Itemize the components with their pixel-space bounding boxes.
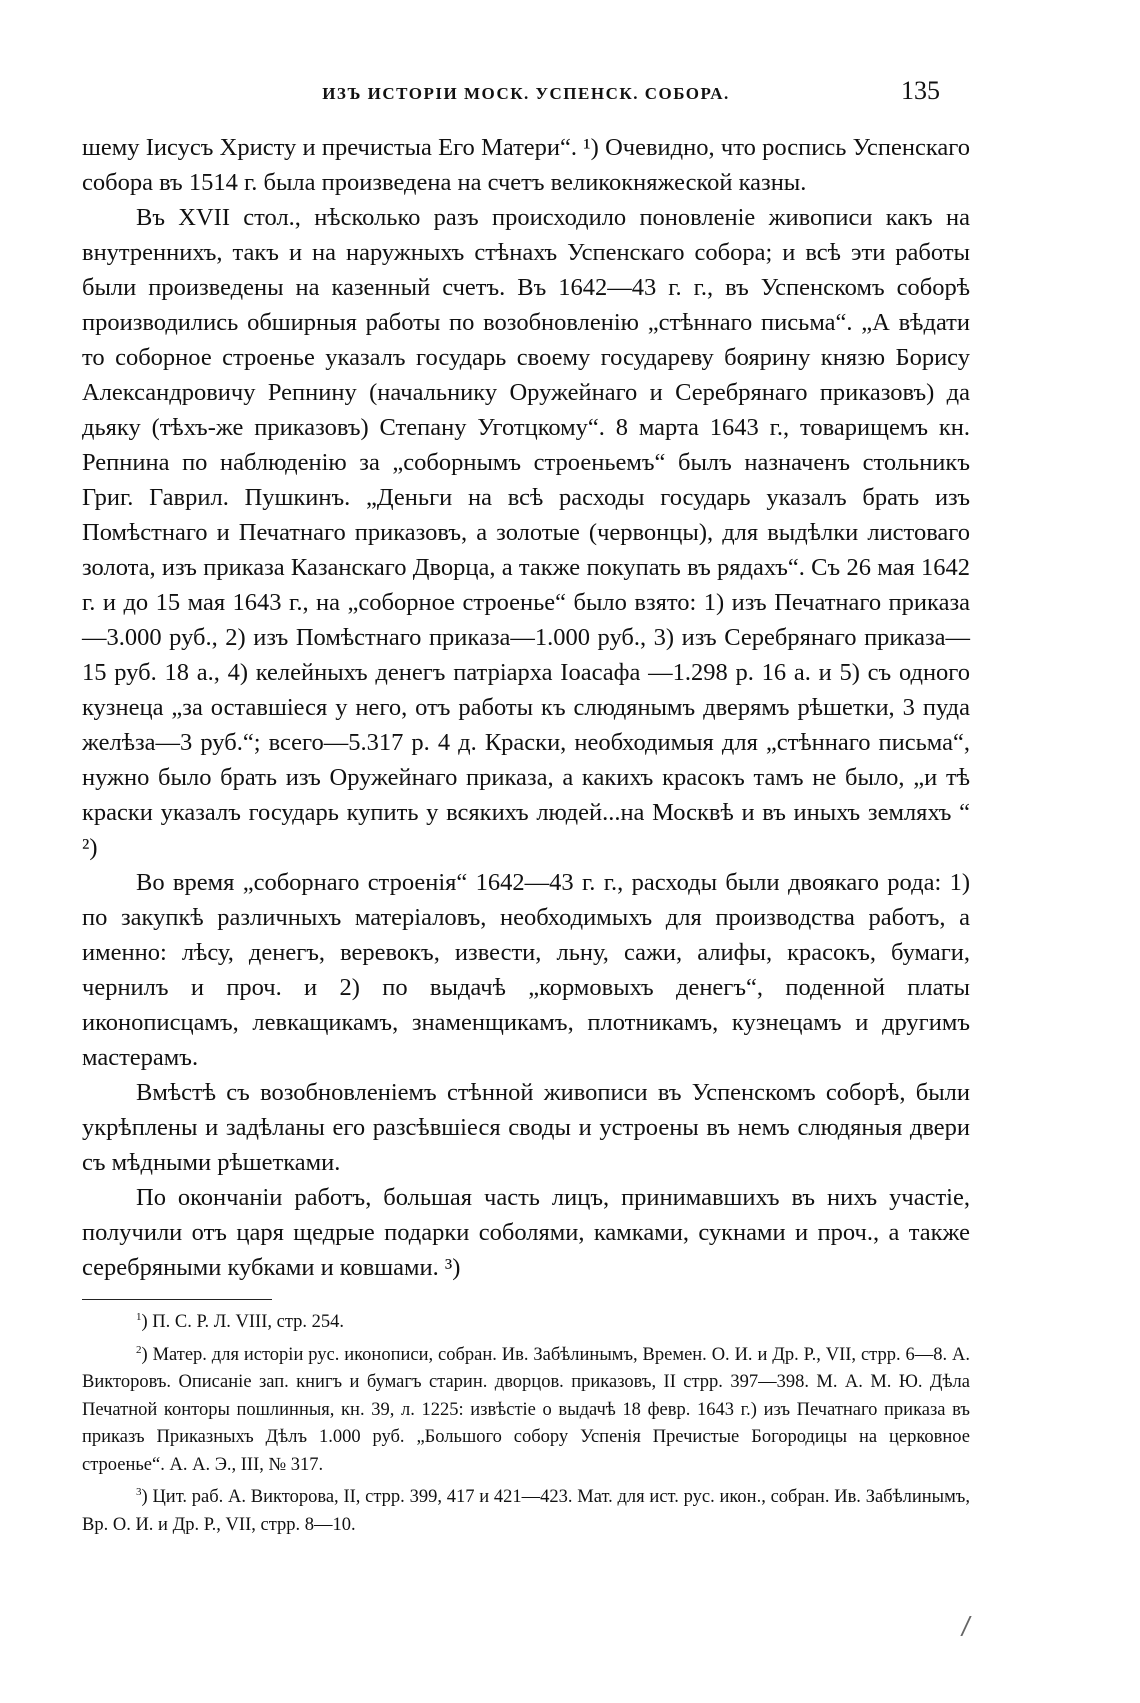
footnote-marker: 3 xyxy=(136,1486,142,1499)
footnote-text: Матер. для исторіи рус. иконописи, собран. Ив. Забѣлинымъ, Времен. О. И. и Др. Р., VII, стрр. 6—8. А. Викторовъ. Описаніе зап. книгъ и бумагъ старин. дворцов. приказовъ, II стрр. 397—398. М. А. М. Ю. Дѣла Печатной конторы пошлинныя, кн. 39, л. 1225: извѣстіе о выдачѣ 18 февр. 1643 г.) изъ Печатнаго приказа въ приказъ Приказныхъ Дѣлъ 1.000 руб. „Большого собору Успенія Пречистые Богородицы на церковное строенье“. А. А. Э., III, № 317. xyxy=(82,1344,970,1475)
footnote-text: Цит. раб. А. Викторова, II, стрр. 399, 417 и 421—423. Мат. для ист. рус. икон., собран. Ив. Забѣлинымъ, Вр. О. И. и Др. Р., VII, стрр. 8—10. xyxy=(82,1487,970,1535)
footnote: $^1$) П. С. Р. Л. VIII, стр. 254. xyxy=(136,1311,345,1333)
footnote-marker: 2 xyxy=(136,1343,142,1356)
paragraph: По окончаніи работъ, большая часть лицъ, принимавшихъ въ нихъ участіе, получили отъ царя щедрые подарки соболями, камками, сукнами и проч., а также серебряными кубками и ковшами. ³) xyxy=(82,1184,970,1281)
running-title: ИЗЪ ИСТОРІИ МОСК. УСПЕНСК. СОБОРА. xyxy=(322,84,730,103)
paragraph: Въ XVII стол., нѣсколько разъ происходило поновленіе живописи какъ на внутреннихъ, такъ и на наружныхъ стѣнахъ Успенскаго собора; и всѣ эти работы были произведены на казенный счетъ. Въ 1642—43 г. г., въ Успенскомъ соборѣ производились обширныя работы по возобновленію „стѣннаго письма“. „А вѣдати то соборное строенье указалъ государь своему государеву боярину князю Борису Александровичу Репнину (начальнику Оружейнаго и Серебрянаго приказовъ) да дьяку (тѣхъ-же приказовъ) Степану Уготцкому“. 8 марта 1643 г., товарищемъ кн. Репнина по наблюденію за „соборнымъ строеньемъ“ былъ назначенъ стольникъ Григ. Гаврил. Пушкинъ. „Деньги на всѣ расходы государь указалъ брать изъ Помѣстнаго и Печатнаго приказовъ, а золотые (червонцы), для выдѣлки листоваго золота, изъ приказа Казанскаго Дворца, а также покупать въ рядахъ“. Съ 26 мая 1642 г. и до 15 мая 1643 г., на „соборное строенье“ было взято: 1) изъ Печатнаго приказа—3.000 руб., 2) изъ Помѣстнаго приказа—1.000 руб., 3) изъ Серебрянаго приказа—15 руб. 18 а., 4) келейныхъ денегъ патріарха Іоасафа —1.298 р. 16 а. и 5) съ одного кузнеца „за оставшіеся у него, отъ работы къ слюдянымъ дверямъ рѣшетки, 3 пуда желѣза—3 руб.“; всего—5.317 р. 4 д. Краски, необходимыя для „стѣннаго письма“, нужно было брать изъ Оружейнаго приказа, а какихъ красокъ тамъ не было, „и тѣ краски указалъ государь купить у всякихъ людей...на Москвѣ и въ иныхъ земляхъ “ ²) xyxy=(82,204,970,861)
footnotes xyxy=(82,1304,970,1539)
main-text xyxy=(82,130,970,1285)
paragraph: Во время „соборнаго строенія“ 1642—43 г. г., расходы были двоякаго рода: 1) по закупкѣ различныхъ матеріаловъ, необходимыхъ для производства работъ, а именно: лѣсу, денегъ, веревокъ, извести, льну, сажи, алифы, красокъ, бумаги, чернилъ и проч. и 2) по выдачѣ „кормовыхъ денегъ“, поденной платы иконописцамъ, левкащикамъ, знаменщикамъ, плотникамъ, кузнецамъ и другимъ мастерамъ. xyxy=(82,869,970,1071)
scan-mark xyxy=(960,1616,980,1636)
footnote-text: П. С. Р. Л. VIII, стр. 254. xyxy=(152,1312,345,1333)
footnote: $^3$) Цит. раб. А. Викторова, II, стрр. 399, 417 и 421—423. Мат. для ист. рус. икон., собран. Ив. Забѣлинымъ, Вр. О. И. и Др. Р., VII, стрр. 8—10. xyxy=(82,1486,970,1535)
footnote: $^2$) Матер. для исторіи рус. иконописи, собран. Ив. Забѣлинымъ, Времен. О. И. и Др. Р., VII, стрр. 6—8. А. Викторовъ. Описаніе зап. книгъ и бумагъ старин. дворцов. приказовъ, II стрр. 397—398. М. А. М. Ю. Дѣла Печатной конторы пошлинныя, кн. 39, л. 1225: извѣстіе о выдачѣ 18 февр. 1643 г.) изъ Печатнаго приказа въ приказъ Приказныхъ Дѣлъ 1.000 руб. „Большого собору Успенія Пречистые Богородицы на церковное строенье“. А. А. Э., III, № 317. xyxy=(82,1343,970,1475)
paragraph: шему Іисусъ Христу и пречистыа Его Матери“. ¹) Очевидно, что роспись Успенскаго собора въ 1514 г. была произведена на счетъ великокняжеской казны. xyxy=(82,134,970,196)
book-page xyxy=(82,70,970,1539)
page-number: 135 xyxy=(901,76,940,105)
footnote-marker: 1 xyxy=(136,1311,142,1323)
running-head xyxy=(82,70,970,114)
paragraph: Вмѣстѣ съ возобновленіемъ стѣнной живописи въ Успенскомъ соборѣ, были укрѣплены и задѣланы его разсѣвшіеся своды и устроены въ немъ слюдяныя двери съ мѣдными рѣшетками. xyxy=(82,1079,970,1176)
footnote-divider xyxy=(82,1299,272,1300)
